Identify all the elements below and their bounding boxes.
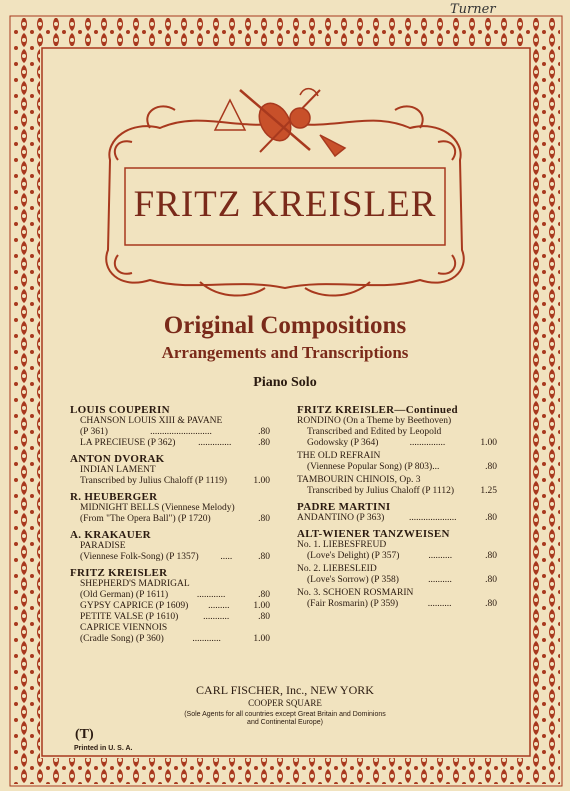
list-item [297,475,497,497]
item-subtitle: (Viennese Popular Song) (P 803)... [307,462,440,472]
item-price: .80 [258,590,270,600]
item-title: CAPRICE VIENNOIS [80,623,168,633]
item-title: No. 2. LIEBESLEID [297,564,377,574]
list-item [70,465,270,487]
composer-heading: ANTON DVORAK [70,453,165,465]
item-title: MIDNIGHT BELLS (Viennese Melody) [80,503,235,513]
item-price: 1.00 [480,438,497,448]
composer-heading: LOUIS COUPERIN [70,404,170,416]
list-item: SHEPHERD'S MADRIGAL (Old German) (P 1611) ............ .80 [80,579,270,600]
item-price: .80 [258,427,270,437]
item-price: .80 [258,612,270,622]
item-title: TAMBOURIN CHINOIS, Op. 3 [297,475,421,485]
item-price: .80 [485,551,497,561]
edition-mark: (T) [75,727,94,742]
subtitle-arrangements: Arrangements and Transcriptions [161,343,409,362]
item-subtitle: (Love's Delight) (P 357) [307,551,400,561]
list-item: CHANSON LOUIS XIII & PAVANE (P 361) .......................... .80 [80,416,270,437]
item-price: .80 [485,462,497,472]
list-item: PETITE VALSE (P 1610) ........... .80 [80,612,270,622]
item-price: .80 [485,575,497,585]
publisher-address: COOPER SQUARE [248,698,322,708]
item-price: .80 [485,513,497,523]
item-price: 1.00 [253,634,270,644]
item-title: ANDANTINO (P 363) [297,513,385,523]
list-item: No. 1. LIEBESFREUD (Love's Delight) (P 357) .......... .80 [297,540,497,561]
list-item: RONDINO (On a Theme by Beethoven) Transcribed and Edited by Leopold Godowsky (P 364) ............... 1.00 [297,416,497,448]
item-subtitle: Godowsky (P 364) [307,438,379,448]
composer-title: FRITZ KREISLER [133,184,437,225]
item-price: 1.00 [253,476,270,486]
item-subtitle: (P 361) [80,427,108,437]
item-title: INDIAN LAMENT [80,465,156,475]
item-title: No. 1. LIEBESFREUD [297,540,387,550]
list-item [70,503,270,525]
list-item: ANDANTINO (P 363) .................... .80 [297,513,497,523]
item-subtitle: (Cradle Song) (P 360) [80,634,164,644]
item-title: RONDINO (On a Theme by Beethoven) [297,416,452,426]
agents-line: (Sole Agents for all countries except Great Britain and Dominions [184,711,386,718]
agents-note [170,711,400,727]
composer-heading: FRITZ KREISLER—Continued [297,404,458,416]
item-subtitle: (Viennese Folk-Song) (P 1357) [80,552,199,562]
item-title: CHANSON LOUIS XIII & PAVANE [80,416,223,426]
agents-line: and Continental Europe) [247,719,323,726]
item-subtitle: (From "The Opera Ball") (P 1720) [80,514,211,524]
handwritten-name: Turner [450,2,496,17]
item-title: LA PRECIEUSE (P 362) [80,438,176,448]
item-subtitle: Transcribed by Julius Chaloff (P 1112) [307,486,454,496]
item-price: 1.25 [480,486,497,496]
item-subtitle: (Love's Sorrow) (P 358) [307,575,399,585]
composer-heading: ALT-WIENER TANZWEISEN [297,528,450,540]
printed-in-note: Printed in U. S. A. [74,745,133,752]
composer-heading: PADRE MARTINI [297,501,391,513]
item-title: SHEPHERD'S MADRIGAL [80,579,190,589]
list-item: CAPRICE VIENNOIS (Cradle Song) (P 360) ............ 1.00 [80,623,270,644]
item-subtitle: (Old German) (P 1611) [80,590,169,600]
list-item [297,451,497,473]
item-title: THE OLD REFRAIN [297,451,381,461]
list-item: PARADISE (Viennese Folk-Song) (P 1357) ..... .80 [80,541,270,562]
item-title: No. 3. SCHOEN ROSMARIN [297,588,414,598]
item-price: .80 [258,438,270,448]
list-item: No. 2. LIEBESLEID (Love's Sorrow) (P 358) .......... .80 [297,564,497,585]
category-label: Piano Solo [253,375,317,390]
list-item: No. 3. SCHOEN ROSMARIN (Fair Rosmarin) (P 359) .......... .80 [297,588,497,609]
item-price: .80 [258,514,270,524]
item-subtitle: Transcribed by Julius Chaloff (P 1119) [80,476,227,486]
item-price: .80 [258,552,270,562]
publisher-name: CARL FISCHER, Inc., NEW YORK [196,683,374,697]
composer-heading: FRITZ KREISLER [70,567,168,579]
list-item: LA PRECIEUSE (P 362) .............. .80 [80,438,270,448]
item-title: PARADISE [80,541,126,551]
item-price: 1.00 [253,601,270,611]
item-price: .80 [485,599,497,609]
item-subtitle: Transcribed and Edited by Leopold [307,427,442,437]
item-title: GYPSY CAPRICE (P 1609) [80,601,189,611]
item-subtitle: (Fair Rosmarin) (P 359) [307,599,399,609]
item-title: PETITE VALSE (P 1610) [80,612,179,622]
composer-heading: A. KRAKAUER [70,529,151,541]
list-item: GYPSY CAPRICE (P 1609) ......... 1.00 [80,601,270,611]
composer-heading: R. HEUBERGER [70,491,158,503]
subtitle-original-compositions: Original Compositions [163,312,407,339]
catalog-right-column [297,400,497,610]
catalog-left-column [70,400,270,645]
